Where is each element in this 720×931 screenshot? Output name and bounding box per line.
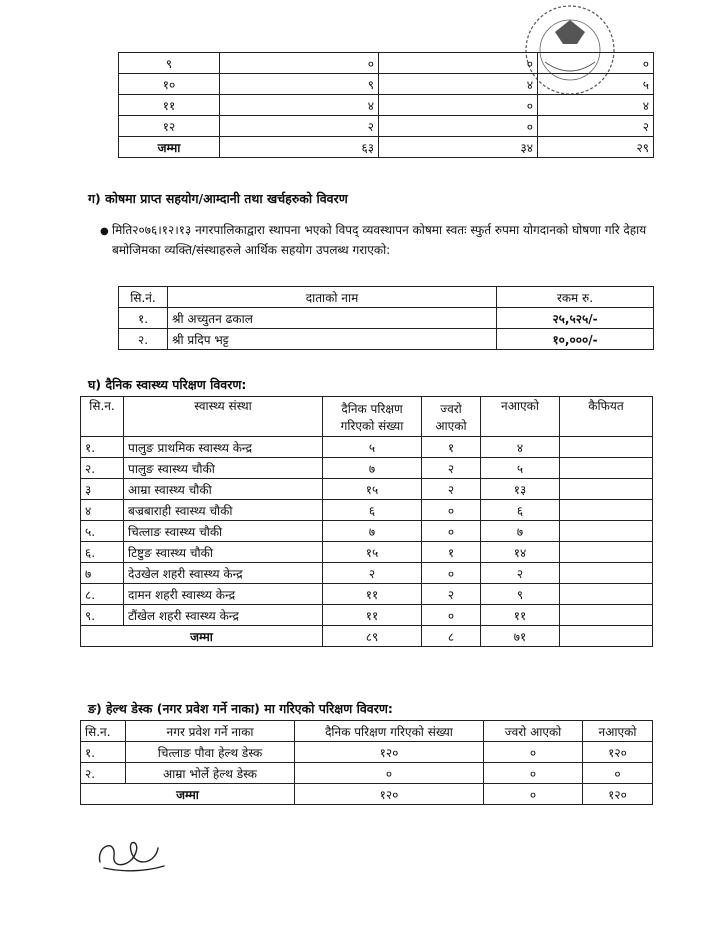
table-total-row: जम्मा १२० ० १२०	[81, 784, 653, 805]
table-row: २. आम्रा भोर्ले हेल्थ डेस्क ० ० ०	[81, 763, 653, 784]
table-total-row: जम्मा ६३ ३४ २९	[119, 137, 654, 158]
donor-table	[118, 286, 654, 350]
table-row: ४ बज्रबाराही स्वास्थ्य चौकी ६ ० ६	[81, 500, 653, 521]
table-total-row: जम्मा ८९ ८ ७१	[81, 626, 653, 647]
table-header-row: सि.न. नगर प्रवेश गर्ने नाका दैनिक परिक्षण गरिएको संख्या ज्वरो आएको नआएको	[81, 721, 653, 742]
table-row: ७ देउखेल शहरी स्वास्थ्य केन्द्र २ ० २	[81, 563, 653, 584]
table-row: १२ २ ० २	[119, 116, 654, 137]
table-row: ९. टौंखेल शहरी स्वास्थ्य केन्द्र ११ ० ११	[81, 605, 653, 626]
table-row: ८. दामन शहरी स्वास्थ्य केन्द्र ११ २ ९	[81, 584, 653, 605]
signature	[92, 826, 172, 876]
section-g-heading: ग) कोषमा प्राप्त सहयोग/आम्दानी तथा खर्चहरुको विवरण	[88, 191, 348, 206]
table-row: २. श्री प्रदिप भट्ट १०,०००/-	[119, 329, 654, 350]
table-row: १. पालुङ प्राथमिक स्वास्थ्य केन्द्र ५ १ ४	[81, 437, 653, 458]
table-header-row: सि.न. स्वास्थ्य संस्था दैनिक परिक्षण गरिएको संख्या ज्वरो आएको नआएको कैफियत	[81, 397, 653, 437]
table-row: ९ ० ० ०	[119, 53, 654, 74]
table-row: १. श्री अच्युतन ढकाल २५,५२५/-	[119, 308, 654, 329]
table-row: १. चित्लाङ पौवा हेल्थ डेस्क १२० ० १२०	[81, 742, 653, 763]
table-row: ५. चित्लाङ स्वास्थ्य चौकी ७ ० ७	[81, 521, 653, 542]
section-ng-heading: ङ) हेल्थ डेस्क (नगर प्रवेश गर्ने नाका) मा गरिएको परिक्षण विवरण:	[88, 701, 393, 716]
table-row: ३ आम्रा स्वास्थ्य चौकी १५ २ १३	[81, 479, 653, 500]
table-row: १० ९ ४ ५	[119, 74, 654, 95]
section-g-paragraph: मिति२०७६।१२।१३ नगरपालिकाद्वारा स्थापना भएको विपद् व्यवस्थापन कोषमा स्वतः स्फुर्त रुपमा योगदानको घोषणा गरि देहाय बमोजिमका व्यक्ति/संस्थाहरुले आर्थिक सहयोग उपलब्ध गराएको:	[112, 223, 647, 257]
table-row: ११ ४ ० ४	[119, 95, 654, 116]
ward-summary-table	[118, 52, 654, 158]
health-desk-table	[80, 720, 653, 805]
table-row: २. पालुङ स्वास्थ्य चौकी ७ २ ५	[81, 458, 653, 479]
health-check-table	[80, 396, 653, 647]
table-row: ६. टिष्टुङ स्वास्थ्य चौकी १५ १ १४	[81, 542, 653, 563]
table-header-row: सि.नं. दाताको नाम रकम रु.	[119, 287, 654, 308]
section-gh-heading: घ) दैनिक स्वास्थ्य परिक्षण विवरण:	[88, 377, 247, 392]
bullet-icon: ●	[100, 226, 109, 237]
